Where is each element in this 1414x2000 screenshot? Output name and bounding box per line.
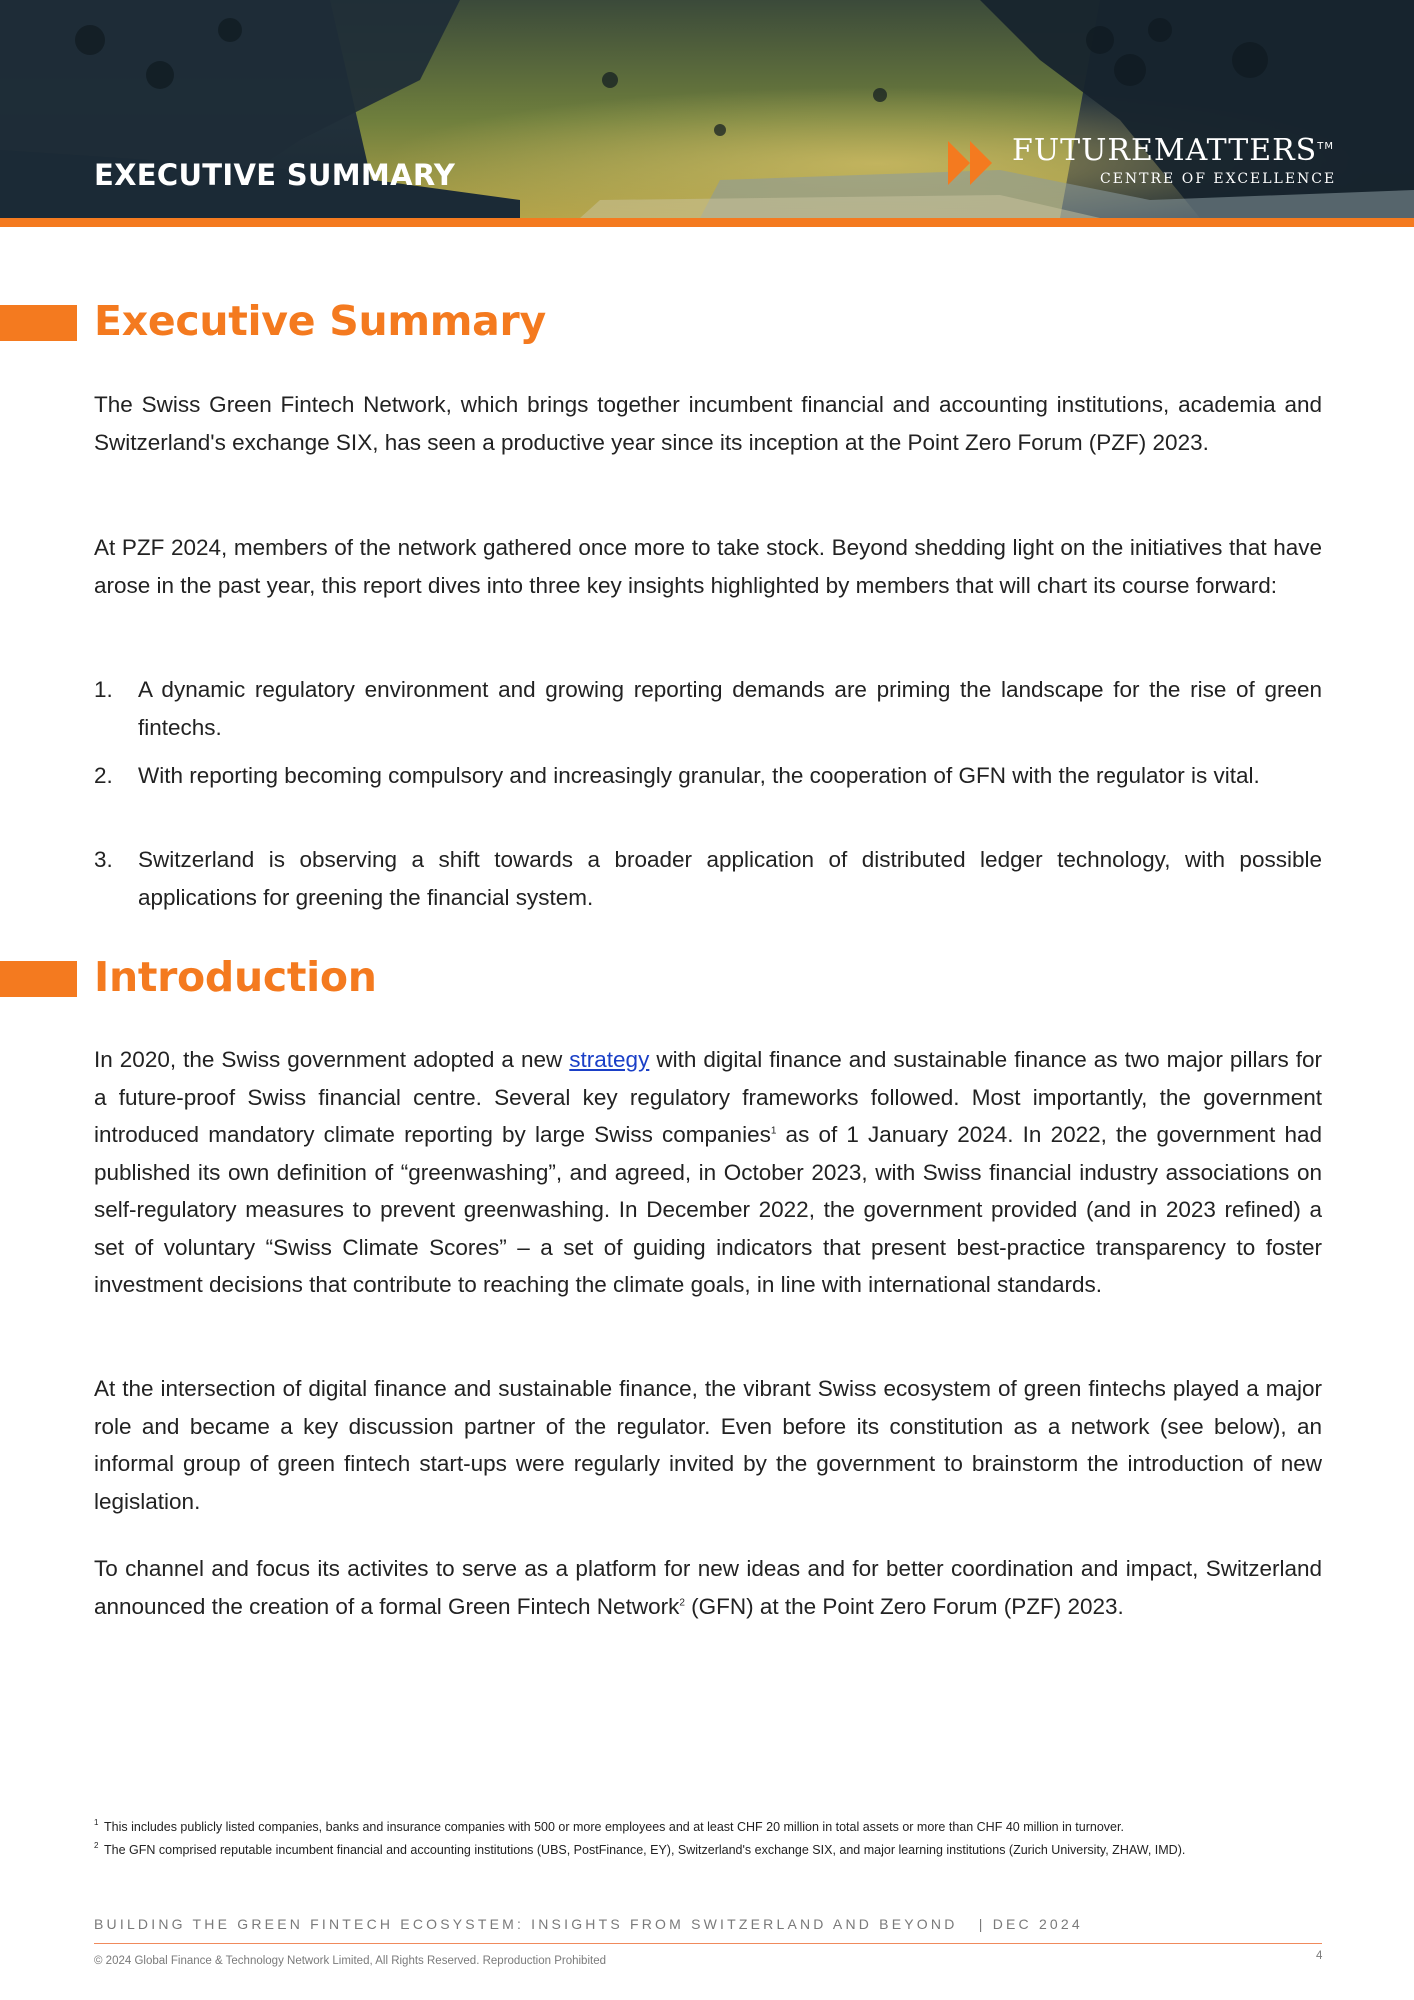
list-item	[94, 671, 1322, 746]
banner-title: EXECUTIVE SUMMARY	[94, 158, 456, 192]
paragraph: In 2020, the Swiss government adopted a new strategy with digital finance and sustainable finance as two major pillars for a future-proof Swiss financial centre. Several key regulatory frameworks followed. Most importantly, the government introduced mandatory climate reporting by large Swiss companies$^1$ as of 1 January 2024. In 2022, the government had published its own definition of “greenwashing”, and agreed, in October 2023, with Swiss financial industry associations on self-regulatory measures to prevent greenwashing. In December 2022, the government provided (and in 2023 refined) a set of voluntary “Swiss Climate Scores” – a set of guiding indicators that present best-practice transparency to foster investment decisions that contribute to reaching the climate goals, in line with international standards.	[94, 1047, 1322, 1297]
list-text: Switzerland is observing a shift towards a broader application of distributed ledger technology, with possible applications for greening the financial system.	[138, 847, 1322, 910]
copyright: © 2024 Global Finance & Technology Network Limited, All Rights Reserved. Reproduction Prohibited	[94, 1955, 606, 1967]
footnotes	[94, 1818, 1322, 1864]
running-title: BUILDING THE GREEN FINTECH ECOSYSTEM: INSIGHTS FROM SWITZERLAND AND BEYOND | DEC 2024	[94, 1916, 1083, 1932]
list-item	[94, 757, 1322, 795]
page-number: 4	[1316, 1950, 1323, 1962]
list-number: 1.	[94, 677, 113, 702]
footnote: 2 The GFN comprised reputable incumbent financial and accounting institutions (UBS, PostFinance, EY), Switzerland's exchange SIX, and major learning institutions (Zurich University, ZHAW, IMD).	[94, 1841, 1186, 1857]
list-number: 3.	[94, 847, 113, 872]
footnote-ref: 2	[679, 1597, 685, 1608]
footnote-ref: 1	[770, 1125, 777, 1137]
introduction-heading: Introduction	[94, 953, 377, 1001]
paragraph: At the intersection of digital finance and sustainable finance, the vibrant Swiss ecosystem of green fintechs played a major role and became a key discussion partner of the regulator. Even before its constitution as a network (see below), an informal group of green fintech start-ups were regularly invited by the government to brainstorm the introduction of new legislation.	[94, 1376, 1322, 1514]
paragraph: To channel and focus its activites to serve as a platform for new ideas and for better coordination and impact, Switzerland announced the creation of a formal Green Fintech Network$^2$ (GFN) at the Point Zero Forum (PZF) 2023.	[94, 1556, 1322, 1619]
footnote: 1 This includes publicly listed companies, banks and insurance companies with 500 or more employees and at least CHF 20 million in total assets or more than CHF 40 million in turnover.	[94, 1818, 1124, 1834]
futurematters-logo	[946, 133, 1337, 193]
section-marker	[0, 961, 77, 997]
logo-subtitle: CENTRE OF EXCELLENCE	[1100, 171, 1337, 187]
list-number: 2.	[94, 763, 113, 788]
list-text: With reporting becoming compulsory and increasingly granular, the cooperation of GFN with the regulator is vital.	[138, 763, 1260, 788]
footer-divider	[94, 1943, 1322, 1944]
header-banner	[0, 0, 1414, 218]
list-item	[94, 841, 1322, 916]
header-accent-bar	[0, 218, 1414, 227]
list-text: A dynamic regulatory environment and growing reporting demands are priming the landscape for the rise of green fintechs.	[138, 677, 1322, 740]
strategy-link[interactable]: strategy	[569, 1047, 650, 1072]
section-marker	[0, 305, 77, 341]
paragraph: The Swiss Green Fintech Network, which brings together incumbent financial and accounting institutions, academia and Switzerland's exchange SIX, has seen a productive year since its inception at the Point Zero Forum (PZF) 2023.	[94, 392, 1322, 455]
executive-summary-heading: Executive Summary	[94, 297, 546, 345]
logo-wordmark: FUTUREMATTERS™	[1012, 133, 1334, 168]
paragraph: At PZF 2024, members of the network gathered once more to take stock. Beyond shedding light on the initiatives that have arose in the past year, this report dives into three key insights highlighted by members that will chart its course forward:	[94, 535, 1322, 598]
double-chevron-logo-icon	[946, 137, 998, 189]
